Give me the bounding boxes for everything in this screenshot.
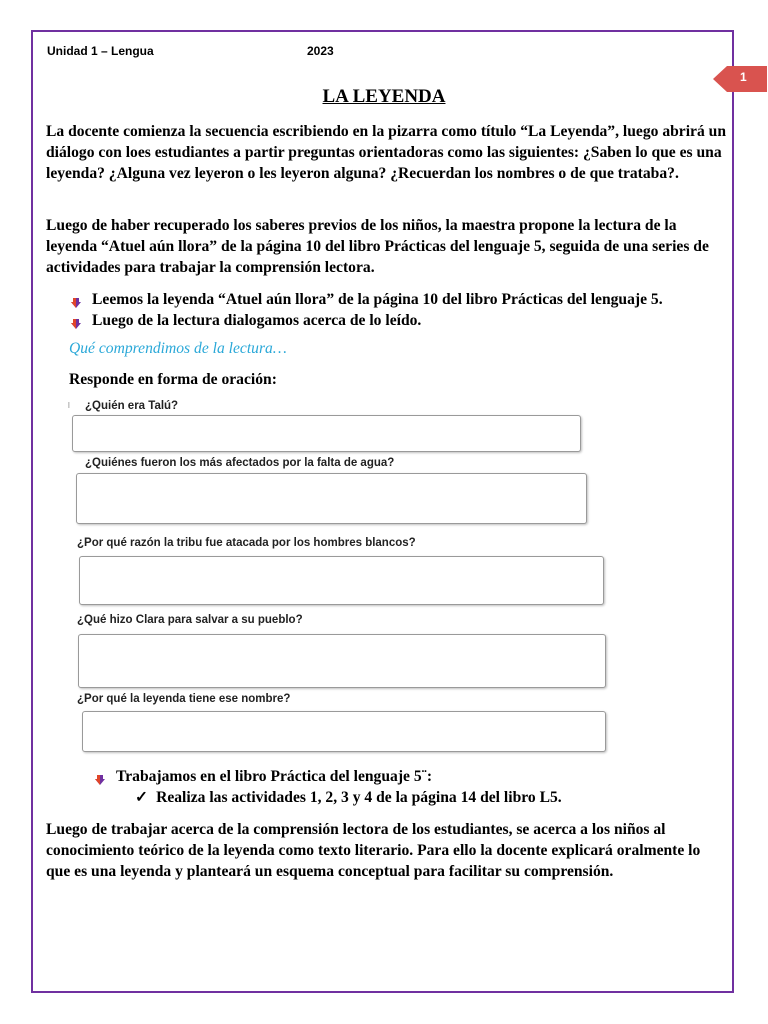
question-5: ¿Por qué la leyenda tiene ese nombre? bbox=[77, 693, 291, 705]
answer-box-3[interactable] bbox=[79, 556, 604, 605]
bullet-item-read bbox=[70, 289, 663, 310]
header-unit: Unidad 1 – Lengua bbox=[47, 44, 154, 58]
bullet-item-dialogue bbox=[70, 310, 421, 331]
question-3: ¿Por qué razón la tribu fue atacada por los hombres blancos? bbox=[77, 537, 416, 549]
arrow-down-icon bbox=[70, 294, 82, 306]
check-icon: ✓ bbox=[135, 789, 149, 806]
answer-box-4[interactable] bbox=[78, 634, 606, 688]
arrow-down-icon bbox=[94, 771, 106, 783]
list-marker: l bbox=[68, 401, 70, 410]
instruction-text: Responde en forma de oración: bbox=[69, 371, 277, 388]
answer-box-2[interactable] bbox=[76, 473, 587, 524]
question-4: ¿Qué hizo Clara para salvar a su pueblo? bbox=[77, 614, 303, 626]
header-year: 2023 bbox=[307, 44, 334, 58]
bullet-item-workbook bbox=[94, 766, 432, 787]
intro-paragraph: La docente comienza la secuencia escribiendo en la pizarra como título “La Leyenda”, luego abrirá un diálogo con loes estudiantes a partir preguntas orientadoras como las siguientes: ¿Saben lo que es una leyenda? ¿Alguna vez leyeron o les leyeron alguna? ¿Recuerdan los nombres o de que trataba?. bbox=[46, 123, 727, 182]
bullet-text: Leemos la leyenda “Atuel aún llora” de la página 10 del libro Prácticas del lenguaje 5. bbox=[92, 291, 663, 308]
bullet-text: Trabajamos en el libro Práctica del lenguaje 5¨: bbox=[116, 768, 433, 785]
page-title: LA LEYENDA bbox=[322, 86, 446, 107]
check-item bbox=[135, 787, 562, 808]
question-2: ¿Quiénes fueron los más afectados por la falta de agua? bbox=[85, 457, 395, 469]
closing-paragraph: Luego de trabajar acerca de la comprensión lectora de los estudiantes, se acerca a los niños al conocimiento teórico de la leyenda como texto literario. Para ello la docente explicará oralmente lo que es una leyenda y planteará un esquema conceptual para facilitar su comprensión. bbox=[46, 821, 701, 880]
arrow-down-icon bbox=[70, 315, 82, 327]
reading-paragraph: Luego de haber recuperado los saberes previos de los niños, la maestra propone la lectura de la leyenda “Atuel aún llora” de la página 10 del libro Prácticas del lenguaje 5, seguida de una series de actividades para trabajar la comprensión lectora. bbox=[46, 217, 709, 276]
check-item-text: Realiza las actividades 1, 2, 3 y 4 de la página 14 del libro L5. bbox=[156, 789, 562, 806]
question-1: ¿Quién era Talú? bbox=[85, 400, 179, 412]
section-subtitle: Qué comprendimos de la lectura… bbox=[69, 340, 287, 357]
answer-box-1[interactable] bbox=[72, 415, 581, 452]
page-number: 1 bbox=[740, 70, 747, 84]
bullet-text: Luego de la lectura dialogamos acerca de lo leído. bbox=[92, 312, 422, 329]
answer-box-5[interactable] bbox=[82, 711, 606, 752]
